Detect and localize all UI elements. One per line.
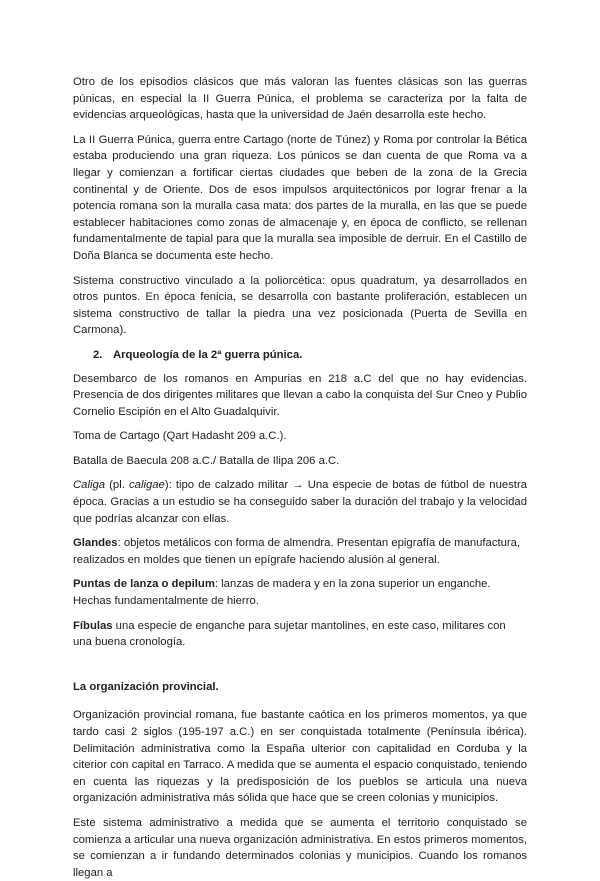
paragraph-puntas-lanza (73, 576, 527, 609)
term-caligae: caligae (129, 479, 165, 492)
fibulas-text: una especie de enganche para sujetar mantolines, en este caso, militares con una buena cronología. (73, 619, 506, 649)
caliga-text-pre: (pl. (105, 479, 130, 492)
term-glandes: Glandes (73, 537, 118, 550)
paragraph-battles: Batalla de Baecula 208 a.C./ Batalla de Ilipa 206 a.C. (73, 454, 340, 467)
subsection-heading-provincial: La organización provincial. (73, 680, 219, 693)
paragraph-punic-wars-intro: Otro de los episodios clásicos que más valoran las fuentes clásicas son las guerras púnicas, en especial la II Guerra Púnica, el problema se caracteriza por la falta de evidencias arqueológicas, hasta que la universidad de Jaén desarrolla este hecho. (73, 76, 527, 122)
term-puntas-lanza: Puntas de lanza o depilum (73, 578, 215, 591)
paragraph-glandes (73, 535, 527, 568)
paragraph-caliga (73, 477, 527, 527)
term-caliga: Caliga (73, 479, 106, 492)
section-number: 2. (93, 348, 103, 361)
term-fibulas: Fíbulas (73, 619, 113, 632)
paragraph-landing-ampurias: Desembarco de los romanos en Ampurias en 218 a.C del que no hay evidencias. Presencia de dos dirigentes militares que llevan a cabo la conquista del Sur Cneo y Publio Cornelio Escipión en el Alto Guadalquivir. (73, 372, 527, 418)
section-heading-archaeology (93, 347, 527, 364)
paragraph-fibulas (73, 618, 527, 651)
paragraph-cartago: Toma de Cartago (Qart Hadasht 209 a.C.). (73, 430, 287, 443)
paragraph-provincial-organization: Organización provincial romana, fue bastante caótica en los primeros momentos, ya que tardo casi 2 siglos (195-197 a.C.) en ser conquistada totalmente (Península ibérica). Delimitación administrativa como la España ulterior con capitalidad en Corduba y la citerior con capital en Tarraco. A medida que se aumenta el espacio conquistado, teniendo en cuenta las riquezas y la predisposición de los pueblos se articula una nueva organización administrativa más sólida que hace que se creen colonias y municipios. (73, 709, 527, 805)
glandes-text: : objetos metálicos con forma de almendra. Presentan epigrafía de manufactura, realizados en moldes que tienen un epígrafe haciendo alusión al general. (73, 537, 521, 566)
paragraph-second-punic-war: La II Guerra Púnica, guerra entre Cartago (norte de Túnez) y Roma por controlar la Bética estaba produciendo una gran riqueza. Los púnicos se dan cuenta de que Roma va a llegar y comienzan a fortificar ciertas ciudades que beben de la zona de la Grecia continental y de Oriente. Dos de esos impulsos arquitectónicos por lograr frenar a la potencia romana son la muralla casa mata: dos partes de la muralla, en las que se puede establecer habitaciones como zonas de almacenaje y, en época de conflicto, se rellenan fundamentalmente de tapial para que la muralla sea imposible de derruir. En el Castillo de Doña Blanca se documenta este hecho. (73, 133, 527, 262)
paragraph-administrative-system: Este sistema administrativo a medida que se aumenta el territorio conquistado se comienza a articular una nueva organización administrativa. En estos primeros momentos, se comienzan a ir fundando determinados colonias y municipios. Cuando los romanos llegan a (73, 816, 527, 879)
paragraph-construction-system: Sistema constructivo vinculado a la poliorcética: opus quadratum, ya desarrollados en otros puntos. En época fenicia, se desarrolla con bastante proliferación, establecen un sistema constructivo de tallar la piedra una vez posicionada (Puerta de Sevilla en Carmona). (73, 274, 527, 337)
puntas-lanza-text: : lanzas de madera y en la zona superior un enganche. Hechas fundamentalmente de hierro. (73, 578, 491, 608)
section-title: Arqueología de la 2ª guerra púnica. (113, 348, 303, 361)
caliga-text: ): tipo de calzado militar → Una especie de botas de fútbol de nuestra época. Gracias a un estudio se ha conseguido saber la duración del trabajo y la velocidad que podrías alcanzar con ellas. (73, 479, 527, 525)
